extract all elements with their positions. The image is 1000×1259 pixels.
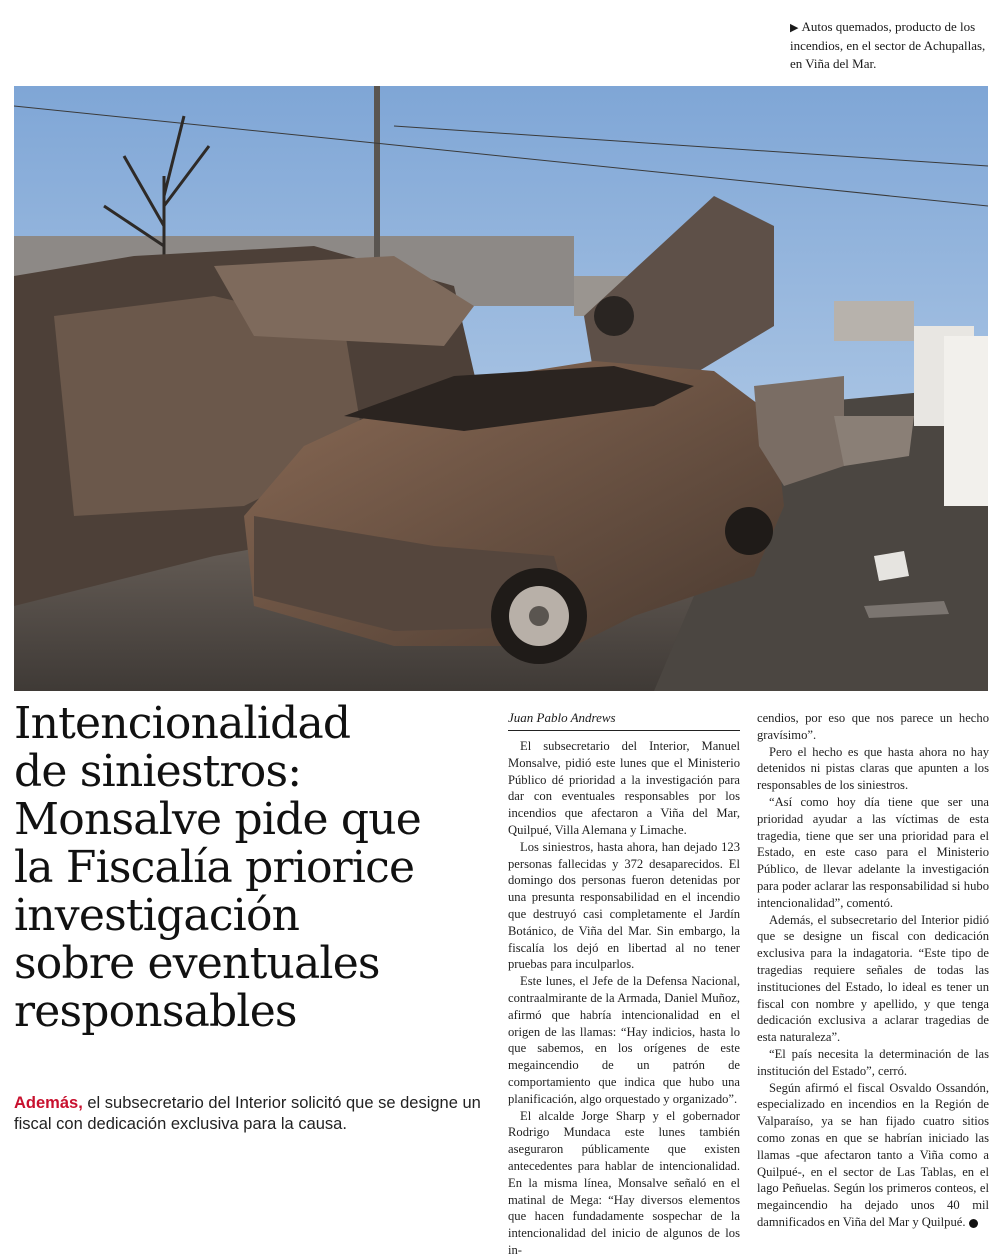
- headline-line: Intencionalidad: [14, 698, 351, 749]
- article-paragraph-last: [757, 1080, 989, 1231]
- article-paragraph-continuation: cendios, por eso que nos parece un hecho gravísimo”.: [757, 711, 989, 742]
- headline-line: investigación: [14, 890, 300, 941]
- headline: [14, 700, 484, 1036]
- headline-line: de siniestros:: [14, 746, 302, 797]
- article-paragraph: Además, el subsecretario del Interior pidió que se designe un fiscal con dedicación exclusiva para la indagatoria. “Este tipo de tragedias requiere señales de todas las instituciones del Estado, lo ideal es tener un fiscal con nombre y apellido, y que tenga dedicación exclusiva a aclarar tragedias de esta naturaleza”.: [757, 912, 989, 1045]
- lede-text: el subsecretario del Interior solicitó que se designe un fiscal con dedicación exclusiva para la causa.: [14, 1094, 481, 1133]
- headline-line: Monsalve pide que: [14, 794, 422, 845]
- headline-line: la Fiscalía priorice: [14, 842, 415, 893]
- article-paragraph: “El país necesita la determinación de las institución del Estado”, cerró.: [757, 1046, 989, 1078]
- lede: [14, 1093, 484, 1135]
- article-paragraph: “Así como hoy día tiene que ser una prioridad ayudar a las víctimas de esta tragedia, tiene que ser una prioridad para el Estado, en este caso para el Ministerio Público, de llevar adelante la investigación para poder aclarar las responsabilidad si hubo intencionalidad”, comentó.: [757, 794, 989, 910]
- article-paragraph-text: Según afirmó el fiscal Osvaldo Ossandón, especializado en incendios en la Región de Valparaíso, ya se han fijado cuatro sitios como zonas en que se habrían iniciado las llamas -que afectaron tanto a Viña como a Quilpué-, en el sector de Las Tablas, en el lago Peñuelas. Según los primeros conteos, el megaincendio ha dejado unos 40 mil damnificados en Viña del Mar y Quilpué.: [757, 1080, 989, 1229]
- article-paragraph: Pero el hecho es que hasta ahora no hay detenidos ni pistas claras que apunten a los responsables de los siniestros.: [757, 744, 989, 793]
- lede-kicker: Además,: [14, 1094, 83, 1112]
- headline-line: responsables: [14, 986, 297, 1037]
- headline-line: sobre eventuales: [14, 938, 380, 989]
- photo-caption: [790, 18, 995, 73]
- article-paragraph: Este lunes, el Jefe de la Defensa Nacional, contraalmirante de la Armada, Daniel Muñoz, afirmó que habría intencionalidad en el origen de las llamas: “Hay indicios, hasta lo que sabemos, en los orígenes de este megaincendio de un patrón de comportamiento que indica que hubo una planificación, algo orquestado y organizado”.: [508, 974, 740, 1106]
- burned-cars-photo-icon: [14, 86, 988, 691]
- caption-arrow-icon: ▶: [790, 22, 799, 34]
- article-paragraph: Los siniestros, hasta ahora, han dejado 123 personas fallecidas y 372 desaparecidos. El domingo dos personas fueron detenidas por una presunta responsabilidad en el incendio que destruyó casi completamente el Jardín Botánico, de Viña del Mar. Sin embargo, la fiscalía los dejó en libertad al no tener pruebas para inculparlos.: [508, 839, 740, 972]
- caption-text: Autos quemados, producto de los incendios, en el sector de Achupallas, en Viña del Mar.: [790, 19, 986, 71]
- article-paragraph: El alcalde Jorge Sharp y el gobernador Rodrigo Mundaca este lunes también aseguraron públicamente que existen antecedentes para hablar de intencionalidad. En la misma línea, Monsalve señaló en el matinal de Mega: “Hay diversos elementos que hacen fundadamente sospechar de la intencionalidad del inicio de algunos de los in-: [508, 1108, 740, 1257]
- article-column-1: [508, 738, 740, 1259]
- end-mark-icon: [969, 1219, 978, 1228]
- article-column-2: [757, 710, 989, 1231]
- news-photo: [14, 86, 988, 691]
- article-paragraph: El subsecretario del Interior, Manuel Monsalve, pidió este lunes que el Ministerio Público dé prioridad a la investigación para dar con eventuales responsables por los incendios que afectaron a Viña del Mar, Quilpué, Villa Alemana y Limache.: [508, 739, 740, 837]
- byline: Juan Pablo Andrews: [508, 710, 740, 731]
